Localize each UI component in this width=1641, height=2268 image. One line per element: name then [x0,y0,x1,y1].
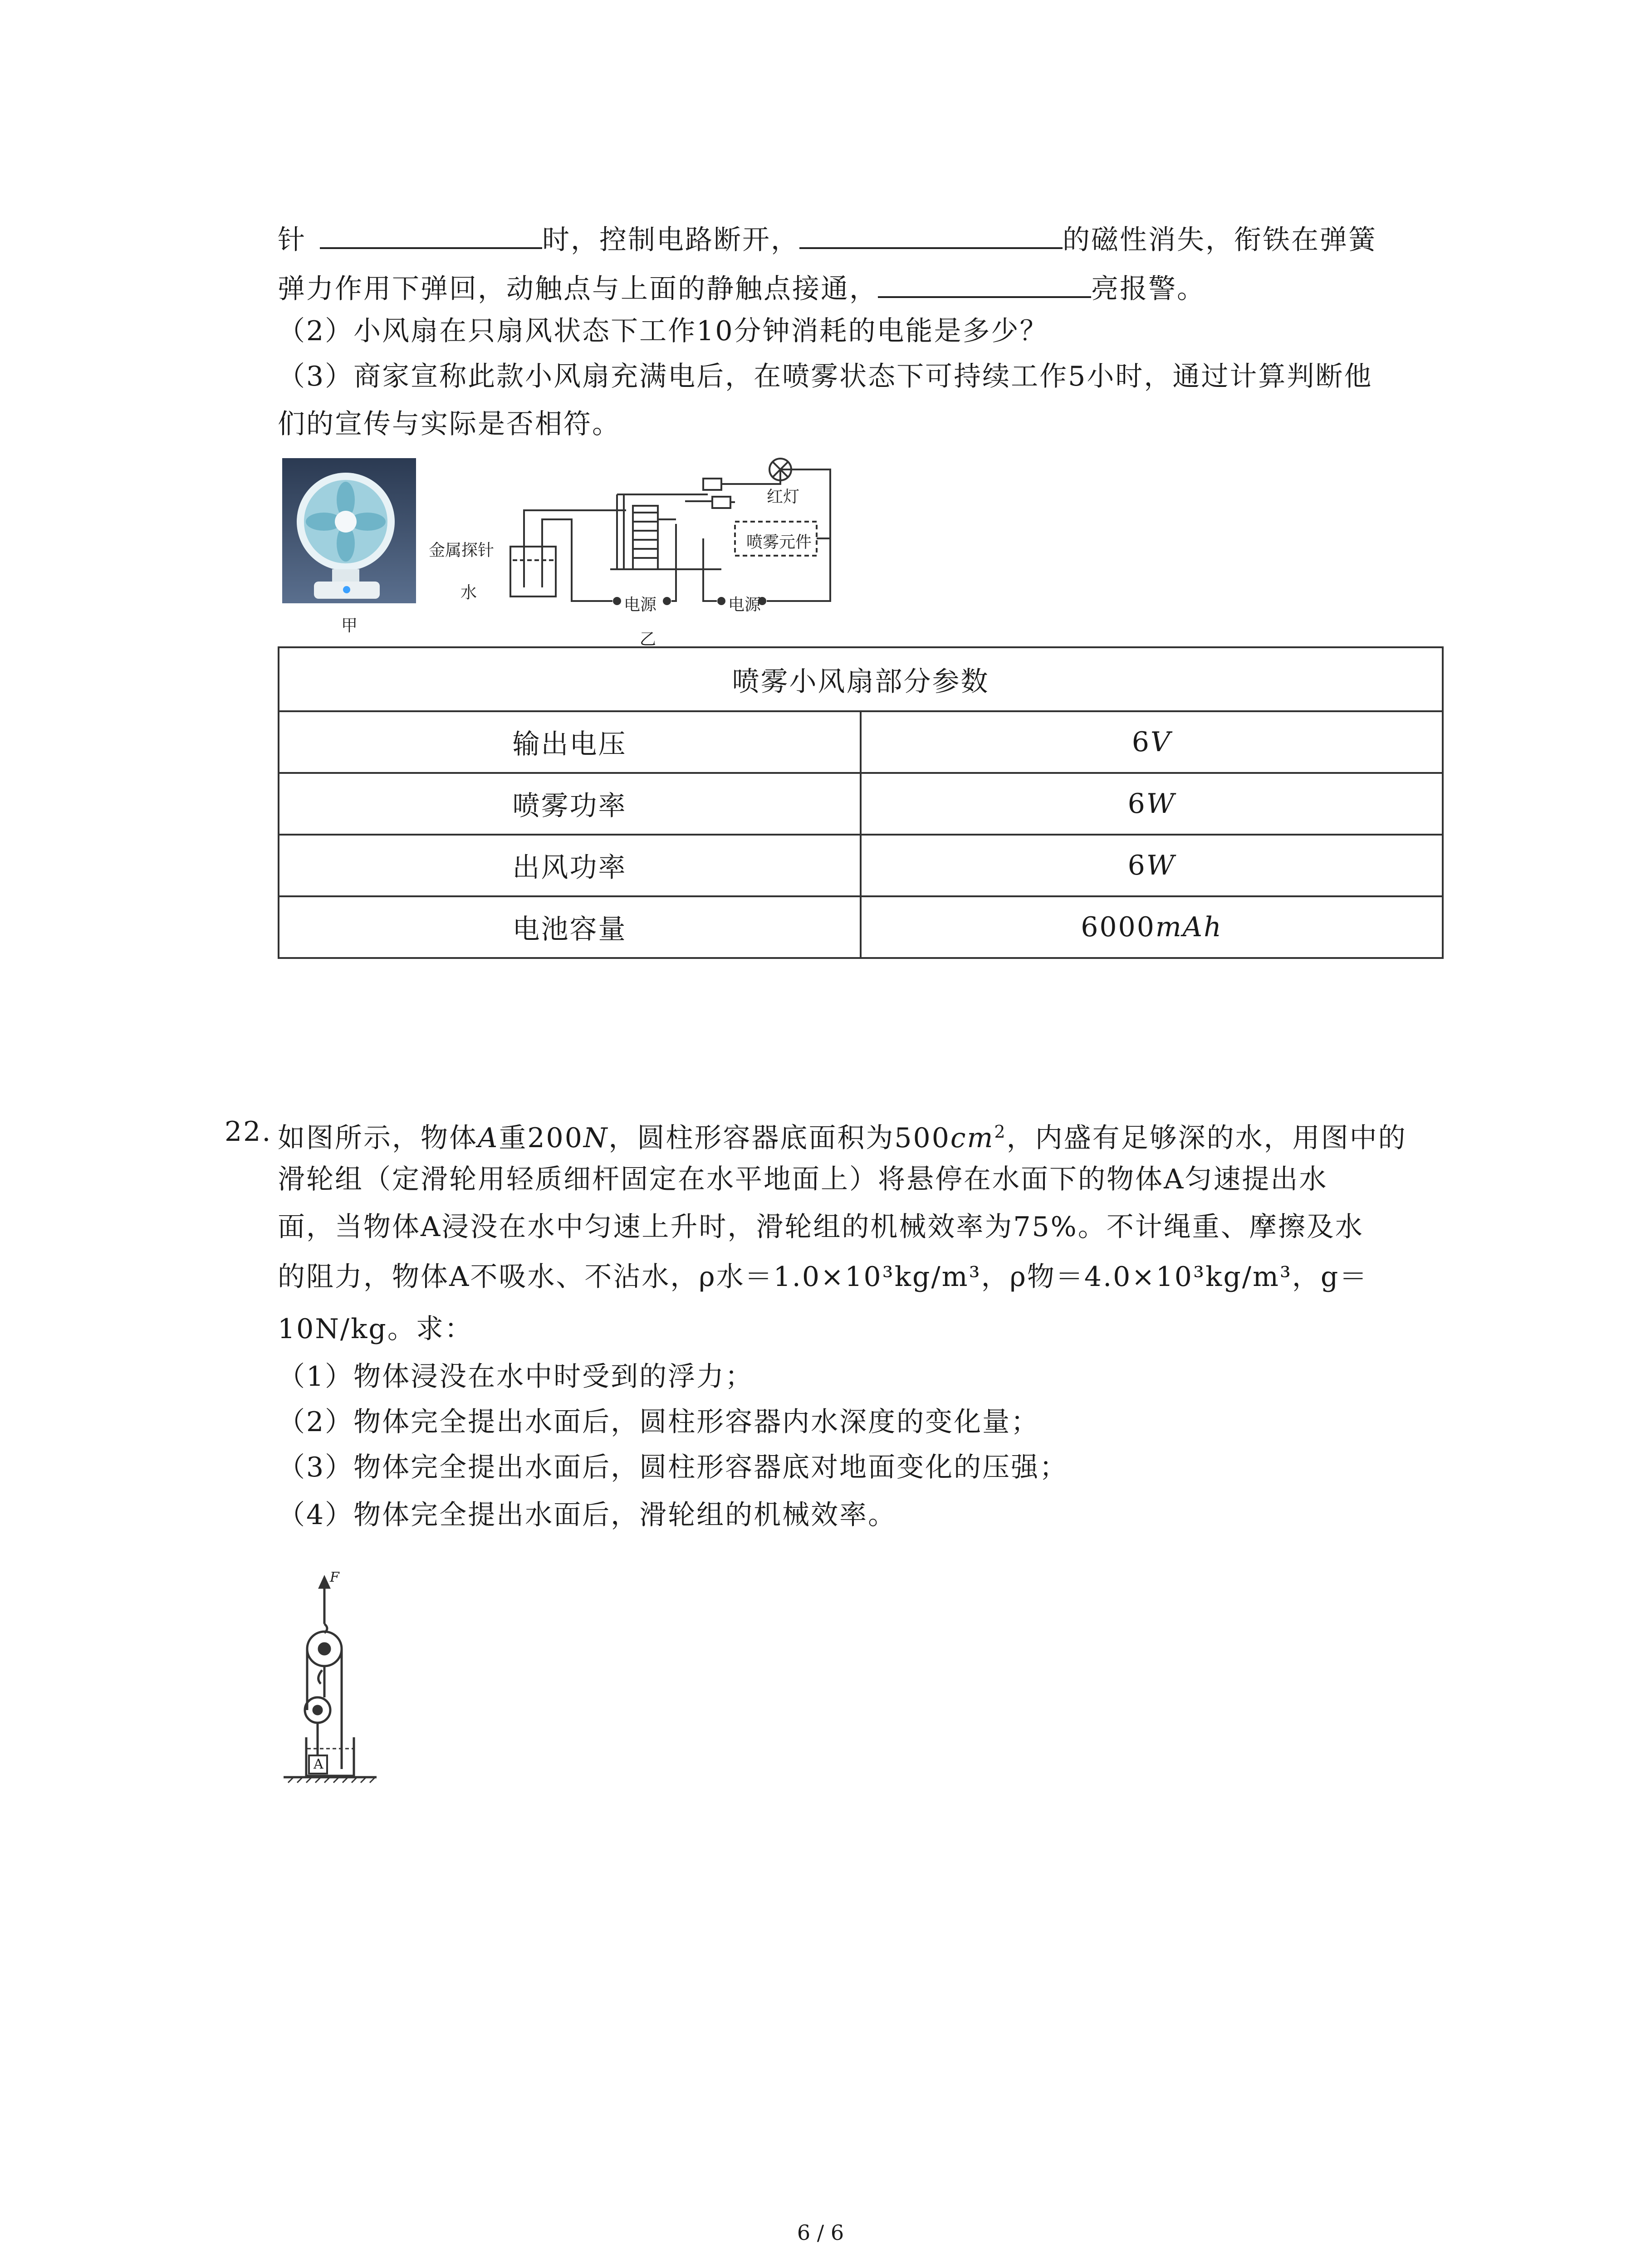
q21-line1-b: 时，控制电路断开， [542,224,799,256]
label-power-2: 电源 [728,596,761,614]
q22-number: 22. [225,1116,272,1148]
q21-line1-c: 的磁性消失，衔铁在弹簧 [1063,224,1377,256]
param-label: 电池容量 [279,896,861,958]
circuit-diagram [431,451,848,633]
param-value: 6000mAh [861,896,1443,958]
parameter-table [278,646,1444,959]
table-row [279,711,1443,773]
figure-label-jia: 甲 [341,616,359,635]
q21-line2-b: 亮报警。 [1091,273,1205,305]
q22-sub-1: （1）物体浸没在水中时受到的浮力； [278,1361,754,1393]
table-row [279,773,1443,835]
force-label-F: F [330,1569,339,1585]
q21-line-1 [278,221,1377,258]
q21-sub-2: （2）小风扇在只扇风状态下工作10分钟消耗的电能是多少？ [278,315,1048,347]
pulley-figure [279,1569,383,1792]
table-row [279,835,1443,896]
q22-sub-3: （3）物体完全提出水面后，圆柱形容器底对地面变化的压强； [278,1452,1068,1483]
q21-line-2 [278,270,1205,307]
q21-sub-3a: （3）商家宣称此款小风扇充满电后，在喷雾状态下可持续工作5小时，通过计算判断他 [278,361,1373,392]
fan-photo [282,458,416,603]
block-label-A: A [314,1756,323,1772]
q22-line-5: 10N/kg。求： [278,1313,473,1345]
q22-line-2: 滑轮组（定滑轮用轻质细杆固定在水平地面上）将悬停在水面下的物体A匀速提出水 [278,1163,1328,1195]
param-value: 6W [861,773,1443,835]
param-label: 喷雾功率 [279,773,861,835]
label-red-light: 红灯 [767,488,800,506]
param-label: 出风功率 [279,835,861,896]
label-metal-probe: 金属探针 [429,541,495,560]
page-number: 6 / 6 [797,2220,844,2245]
answer-blank-1[interactable] [320,221,542,249]
q21-sub-3b: 们的宣传与实际是否相符。 [278,408,621,440]
table-title-row [279,647,1443,711]
figure-label-yi: 乙 [640,630,658,649]
label-power-1: 电源 [624,596,657,614]
q22-sub-4: （4）物体完全提出水面后，滑轮组的机械效率。 [278,1499,897,1531]
q21-line1-a: 针 [278,224,306,256]
q22-line-1: 如图所示，物体A重200N，圆柱形容器底面积为$500cm^2$，内盛有足够深的水，用图中的 [278,1122,1407,1154]
q22-line-4: 的阻力，物体A不吸水、不沾水，ρ水＝1.0×10³kg/m³，ρ物＝4.0×10³kg/m³，g＝ [278,1261,1368,1293]
answer-blank-3[interactable] [878,270,1091,298]
param-label: 输出电压 [279,711,861,773]
table-title: 喷雾小风扇部分参数 [279,647,1443,711]
label-water: 水 [460,583,477,602]
answer-blank-2[interactable] [799,221,1063,249]
q21-line2-a: 弹力作用下弹回，动触点与上面的静触点接通， [278,273,878,305]
param-value: 6W [861,835,1443,896]
param-value: 6V [861,711,1443,773]
label-spray-element: 喷雾元件 [746,533,812,552]
q22-line-3: 面，当物体A浸没在水中匀速上升时，滑轮组的机械效率为75%。不计绳重、摩擦及水 [278,1211,1364,1243]
q22-sub-2: （2）物体完全提出水面后，圆柱形容器内水深度的变化量； [278,1406,1040,1438]
table-row [279,896,1443,958]
